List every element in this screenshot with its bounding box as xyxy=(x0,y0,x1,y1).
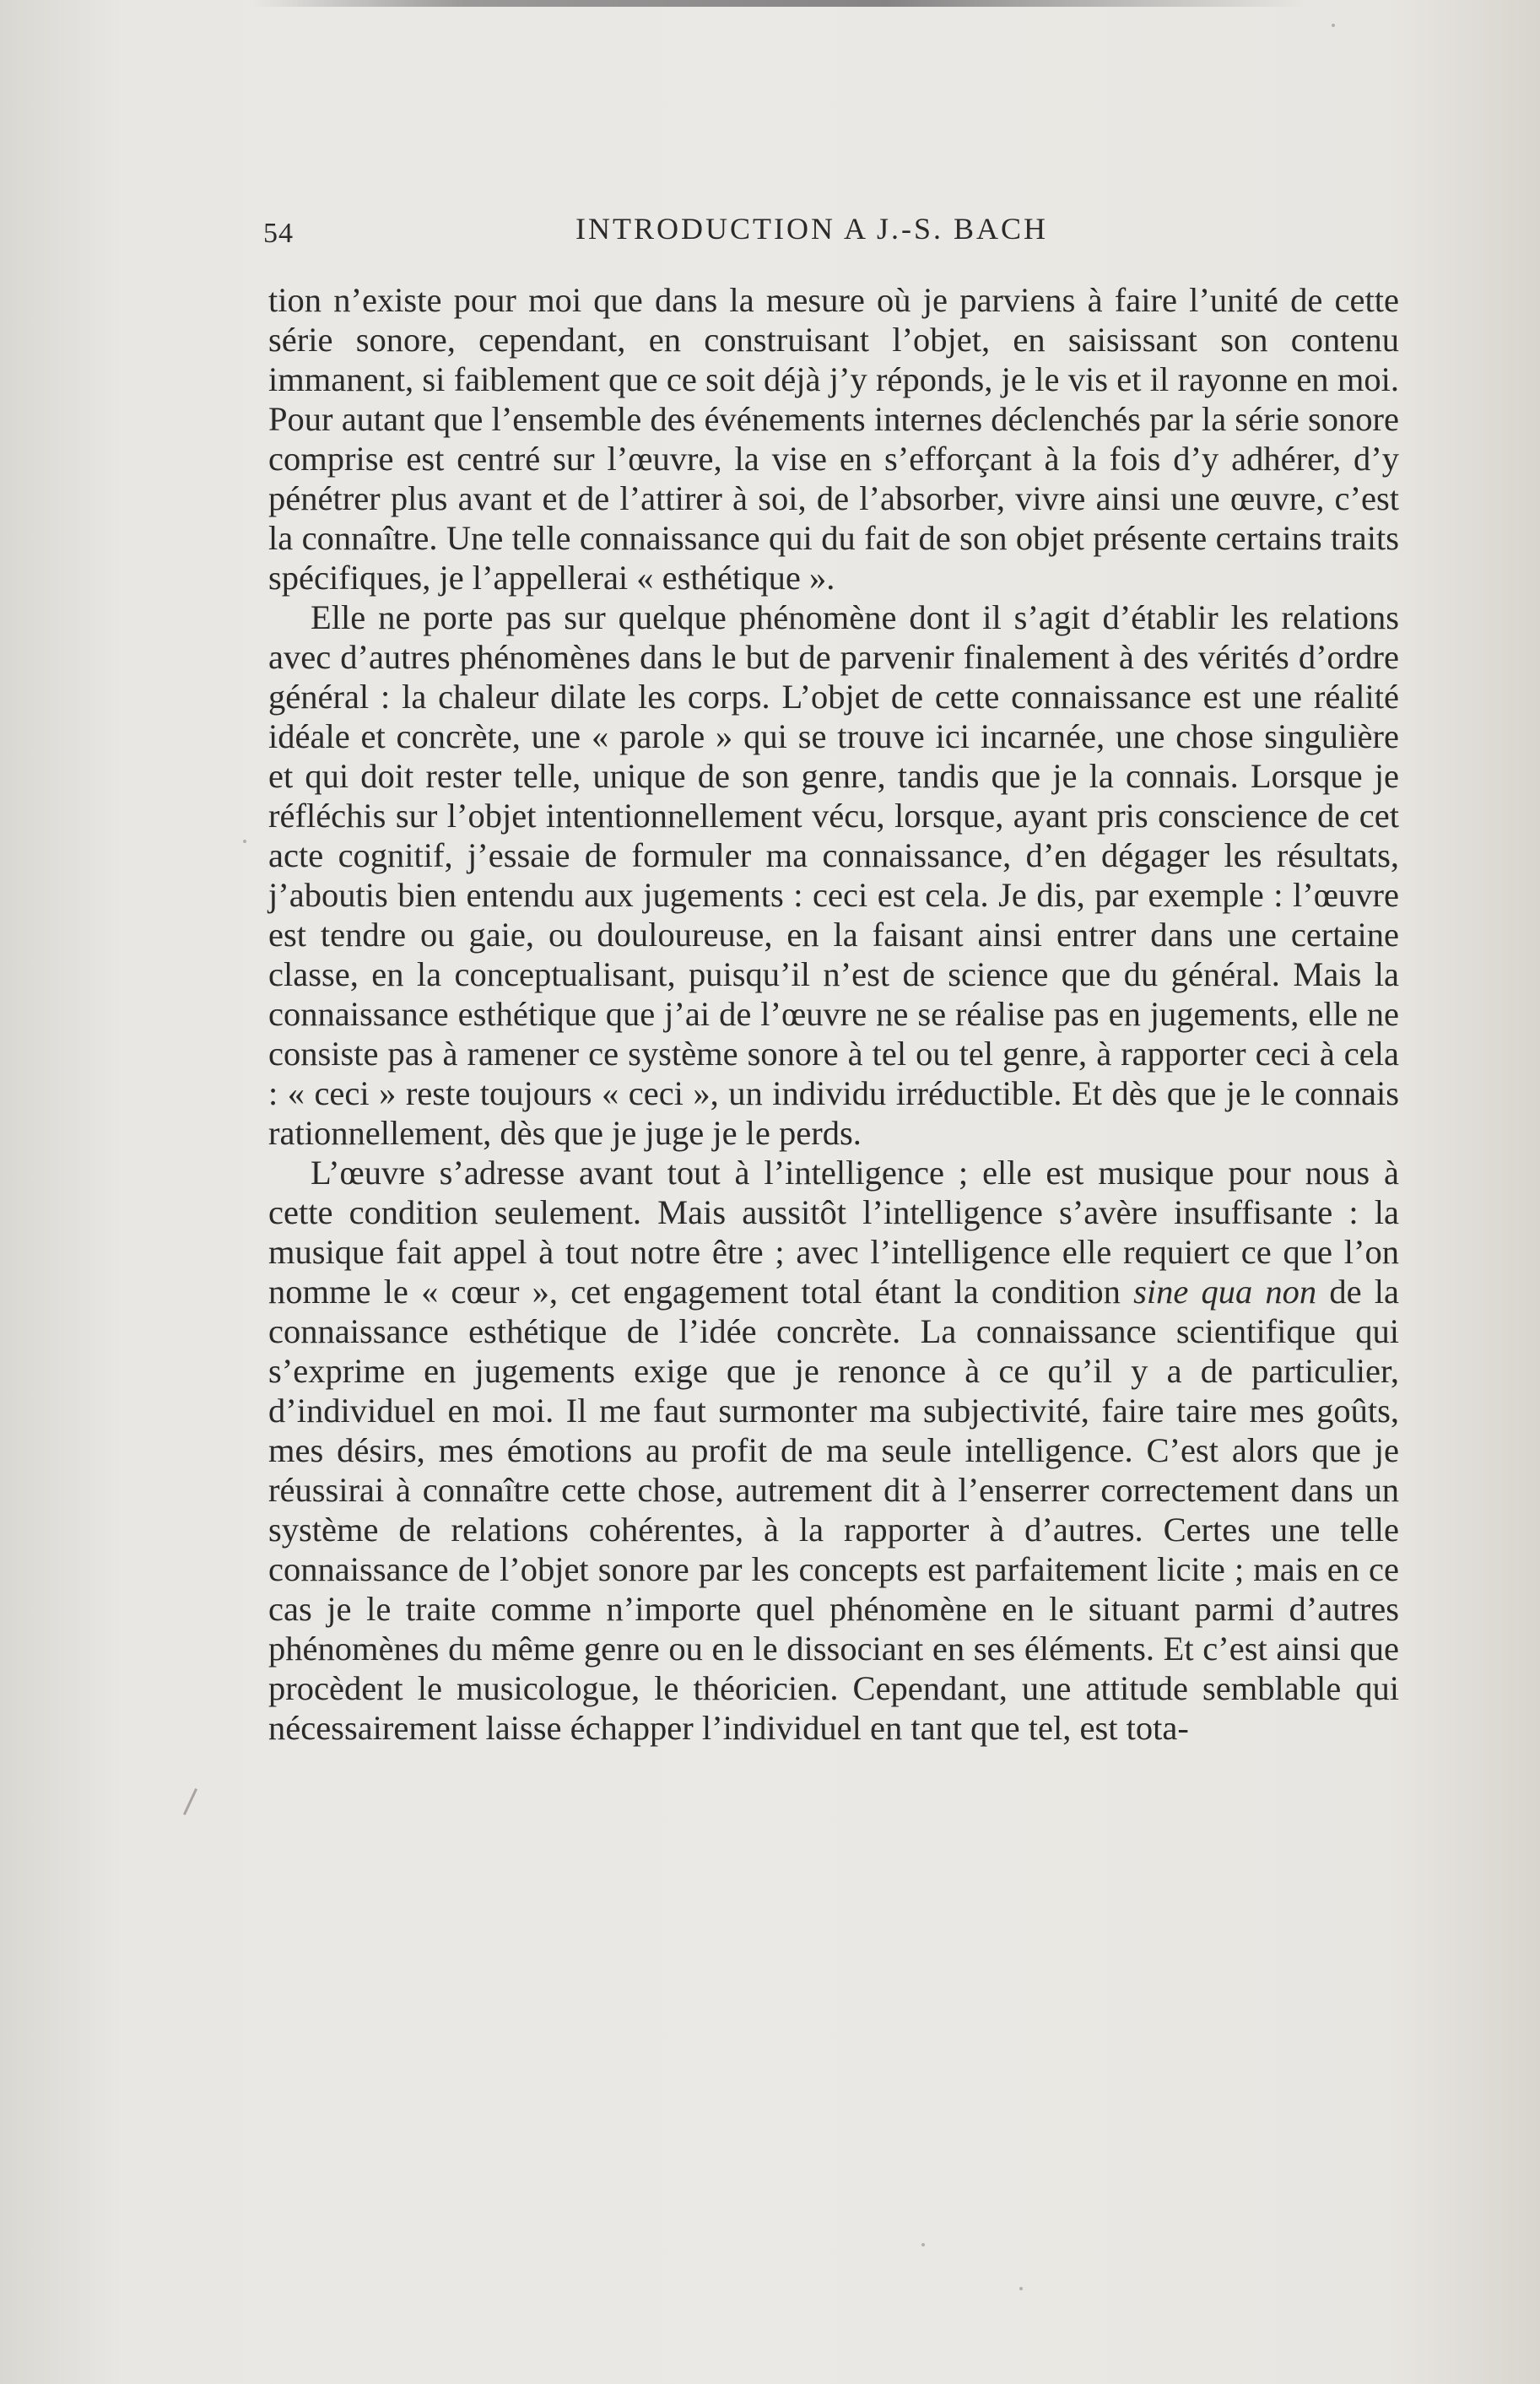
paper-speck xyxy=(243,840,246,843)
paragraph-3-text-before: L’œuvre s’adresse avant tout à l’intelligence ; elle est musique pour nous à cette condition seulement. Mais aussitôt l’intelligence s’avère insuffisante : la musique fait appel à tout notre être ; avec l’intelligence elle requiert ce que l’on nomme le « cœur », cet engagement total étant la condition xyxy=(268,1154,1399,1311)
top-edge-bleed xyxy=(253,0,1308,7)
paragraph-2: Elle ne porte pas sur quelque phénomène dont il s’agit d’établir les relations avec d’autres phénomènes dans le but de parvenir finalement à des vérités d’ordre général : la chaleur dilate les corps. L’objet de cette connaissance est une réalité idéale et concrète, une « parole » qui se trouve ici incarnée, une chose singulière et qui doit rester telle, unique de son genre, tandis que je la connais. Lorsque je réfléchis sur l’objet intentionnellement vécu, lorsque, ayant pris conscience de cet acte cognitif, j’essaie de formuler ma connaissance, d’en dégager les résultats, j’aboutis bien entendu aux jugements : ceci est cela. Je dis, par exemple : l’œuvre est tendre ou gaie, ou douloureuse, en la faisant ainsi entrer dans une certaine classe, en la conceptualisant, puisqu’il n’est de science que du général. Mais la connaissance esthétique que j’ai de l’œuvre ne se réalise pas en jugements, elle ne consiste pas à ramener ce système sonore à tel ou tel genre, à rapporter ceci à cela : « ceci » reste toujours « ceci », un individu irréductible. Et dès que je le connais rationnellement, dès que je juge je le perds. xyxy=(268,598,1399,1152)
paper-speck xyxy=(921,2243,925,2246)
pencil-mark xyxy=(183,1788,197,1815)
page-header xyxy=(263,211,1411,253)
paragraph-1: tion n’existe pour moi que dans la mesure où je parviens à faire l’unité de cette série sonore, cependant, en construisant l’objet, en saisissant son contenu immanent, si faiblement que ce soit déjà j’y réponds, je le vis et il rayonne en moi. Pour autant que l’ensemble des événements internes déclenchés par la série sonore comprise est centré sur l’œuvre, la vise en s’efforçant à la fois d’y adhérer, d’y pénétrer plus avant et de l’attirer à soi, de l’absorber, vivre ainsi une œuvre, c’est la connaître. Une telle connaissance qui du fait de son objet présente certains traits spécifiques, je l’appellerai « esthétique ». xyxy=(268,281,1399,597)
paragraph-3-text-after: de la connaissance esthétique de l’idée concrète. La connaissance scientifique qui s’exprime en jugements exige que je renonce à ce qu’il y a de particulier, d’individuel en moi. Il me faut surmonter ma subjectivité, faire taire mes goûts, mes désirs, mes émotions au profit de ma seule intelligence. C’est alors que je réussirai à connaître cette chose, autrement dit à l’enserrer correctement dans un système de relations cohérentes, à la rapporter à d’autres. Certes une telle connaissance de l’objet sonore par les concepts est parfaitement licite ; mais en ce cas je le traite comme n’importe quel phénomène en le situant parmi d’autres phénomènes du même genre ou en le dissociant en ses éléments. Et c’est ainsi que procèdent le musicologue, le théoricien. Cependant, une attitude semblable qui nécessairement laisse échapper l’individuel en tant que tel, est tota- xyxy=(268,1273,1399,1747)
running-title: INTRODUCTION A J.-S. BACH xyxy=(575,212,1049,246)
paper-speck xyxy=(1332,24,1335,27)
page-number: 54 xyxy=(263,218,294,249)
paper-speck xyxy=(1019,2287,1023,2290)
body-text xyxy=(268,280,1399,1748)
italic-phrase: sine qua non xyxy=(1133,1273,1317,1311)
paragraph-3 xyxy=(268,1153,1399,1748)
